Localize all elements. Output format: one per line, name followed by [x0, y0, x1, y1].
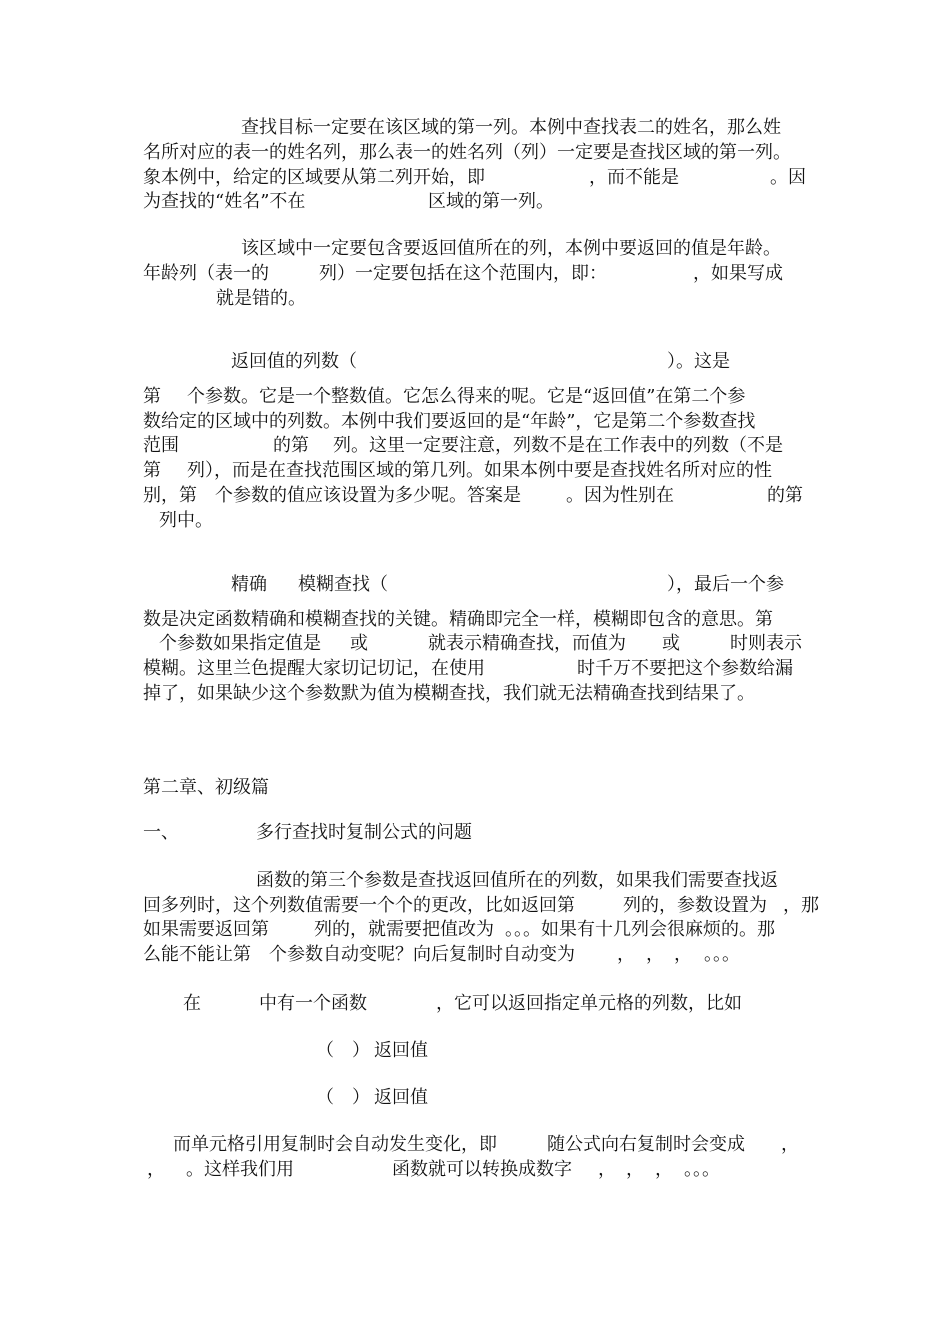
example-1-paren: （ ） [316, 1040, 370, 1061]
para3-line3c: 列。这里一定要注意，列数不是在工作表中的列数（不是 [333, 435, 783, 456]
para3-line3b: 的第 [273, 435, 309, 456]
para2-line2a: 年龄列（表一的 [143, 263, 269, 284]
para7-line2c: 函数就可以转换成数字 [392, 1159, 572, 1180]
para3-line1a: 第 [143, 386, 161, 407]
para5-line3a: 如果需要返回第 [143, 919, 269, 940]
example-2-text: 返回值 [374, 1087, 428, 1108]
para7-line2e: ， [626, 1159, 644, 1180]
para7-line2a: ， [147, 1159, 165, 1180]
para7-line2d: ， [598, 1159, 616, 1180]
para2-line3: 就是错的。 [216, 288, 306, 309]
para1-line3a: 象本例中，给定的区域要从第二列开始，即 [143, 167, 485, 188]
para4-line1: 数是决定函数精确和模糊查找的关键。精确即完全一样，模糊即包含的意思。第 [143, 609, 773, 630]
para4-line2c: 就表示精确查找，而值为 [428, 633, 626, 654]
para4-line3a: 模糊。这里兰色提醒大家切记切记，在使用 [143, 658, 485, 679]
para3-line1b: 个参数。它是一个整数值。它怎么得来的呢。它是“返回值”在第二个参 [187, 386, 746, 407]
para4-line2a: 个参数如果指定值是 [159, 633, 321, 654]
para3-line5b: 个参数的值应该设置为多少呢。答案是 [215, 485, 521, 506]
para4-heading-b: 模糊查找（ [298, 574, 388, 595]
section-title: 多行查找时复制公式的问题 [256, 822, 472, 843]
para2-line2b: 列）一定要包括在这个范围内，即： [319, 263, 607, 284]
para3-line4b: 列），而是在查找范围区域的第几列。如果本例中要是查找姓名所对应的性 [187, 460, 772, 481]
para4-heading-a: 精确 [231, 574, 267, 595]
para3-line4a: 第 [143, 460, 161, 481]
para5-line2b: 列的，参数设置为 [623, 895, 767, 916]
para1-line1: 查找目标一定要在该区域的第一列。本例中查找表二的姓名，那么姓 [241, 117, 781, 138]
para3-heading-a: 返回值的列数（ [231, 351, 357, 372]
chapter-heading: 第二章、初级篇 [143, 777, 269, 798]
para4-line2b: 或 [350, 633, 368, 654]
para2-line2c: ，如果写成 [693, 263, 783, 284]
para4-line3b: 时千万不要把这个参数给漏 [577, 658, 793, 679]
para5-line3b: 列的，就需要把值改为 [314, 919, 494, 940]
para1-line4a: 为查找的“姓名”不在 [143, 191, 306, 212]
para6-b: 中有一个函数 [259, 993, 367, 1014]
para3-line2: 数给定的区域中的列数。本例中我们要返回的是“年龄”，它是第二个参数查找 [143, 411, 756, 432]
example-1-text: 返回值 [374, 1040, 428, 1061]
para6-c: ，它可以返回指定单元格的列数，比如 [436, 993, 742, 1014]
para1-line3c: 。因 [770, 167, 806, 188]
para5-line2a: 回多列时，这个列数值需要一个个的更改，比如返回第 [143, 895, 575, 916]
para3-line5a: 别，第 [143, 485, 197, 506]
para7-line2f: ， [655, 1159, 673, 1180]
para4-line2d: 或 [662, 633, 680, 654]
para4-line4: 掉了，如果缺少这个参数默为值为模糊查找，我们就无法精确查找到结果了。 [143, 683, 755, 704]
para3-heading-b: ）。这是 [667, 351, 730, 372]
para4-heading-c: ），最后一个参 [667, 574, 784, 595]
para6-a: 在 [183, 993, 201, 1014]
para7-line1b: 随公式向右复制时会变成 [547, 1134, 745, 1155]
para7-line1c: ， [781, 1134, 799, 1155]
para5-line4e: ， [674, 944, 692, 965]
para3-line3a: 范围 [143, 435, 179, 456]
example-2-paren: （ ） [316, 1087, 370, 1108]
para5-line2c: ，那 [783, 895, 819, 916]
para7-line1a: 而单元格引用复制时会自动发生变化，即 [173, 1134, 497, 1155]
para5-line4b: 个参数自动变呢？向后复制时自动变为 [269, 944, 575, 965]
para5-line1: 函数的第三个参数是查找返回值所在的列数，如果我们需要查找返 [256, 870, 778, 891]
para5-line3c: 。。。如果有十几列会很麻烦的。那 [505, 919, 775, 940]
para1-line4b: 区域的第一列。 [428, 191, 554, 212]
para7-line2b: 。这样我们用 [186, 1159, 294, 1180]
para4-line2e: 时则表示 [730, 633, 802, 654]
para1-line2: 名所对应的表一的姓名列，那么表一的姓名列（列）一定要是查找区域的第一列。 [143, 142, 791, 163]
para3-line5c: 。因为性别在 [566, 485, 674, 506]
para3-line6: 列中。 [159, 510, 213, 531]
para5-line4c: ， [617, 944, 635, 965]
para5-line4d: ， [646, 944, 664, 965]
para5-line4f: 。。。 [704, 944, 740, 965]
section-number: 一、 [143, 822, 179, 843]
para3-line5d: 的第 [767, 485, 803, 506]
para7-line2g: 。。。 [684, 1159, 720, 1180]
para1-line3b: ，而不能是 [589, 167, 679, 188]
para5-line4a: 么能不能让第 [143, 944, 251, 965]
para2-line1: 该区域中一定要包含要返回值所在的列，本例中要返回的值是年龄。 [241, 238, 781, 259]
